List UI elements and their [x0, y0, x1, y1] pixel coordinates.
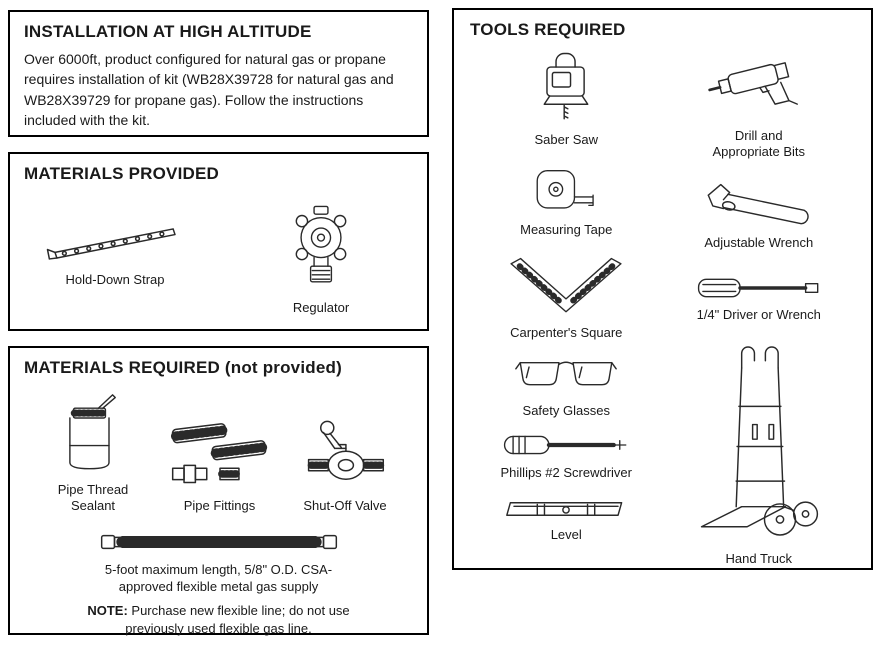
note-text: Purchase new flexible line; do not use previously used flexible gas line. [125, 602, 350, 636]
hold-down-strap-item [40, 220, 190, 316]
flexible-gas-line-icon [94, 531, 344, 553]
hand-truck-label: Hand Truck [725, 551, 792, 566]
flex-line-block [24, 531, 413, 638]
safety-glasses-item [514, 353, 618, 419]
shut-off-valve-item [303, 416, 387, 514]
measuring-tape-item [520, 166, 612, 238]
pipe-fittings-icon [167, 418, 273, 492]
high-altitude-body: Over 6000ft, product configured for natural gas or propane requires installation of kit (WB28X39728 for natural gas and WB28X39729 for propane gas). Follow the instructions included with the kit. [24, 51, 394, 128]
phillips-screwdriver-label: Phillips #2 Screwdriver [500, 465, 632, 480]
carpenters-square-icon [506, 253, 626, 319]
adjustable-wrench-label: Adjustable Wrench [704, 234, 814, 250]
quarter-inch-driver-label: 1/4" Driver or Wrench [696, 306, 821, 322]
drill-item [701, 48, 816, 161]
hold-down-strap-label: Hold-Down Strap [65, 272, 165, 287]
pipe-thread-sealant-item [50, 392, 136, 515]
high-altitude-panel [8, 10, 429, 137]
pipe-thread-sealant-label: Pipe Thread Sealant [57, 482, 129, 514]
phillips-screwdriver-icon [502, 431, 630, 459]
adjustable-wrench-icon [700, 181, 818, 229]
hold-down-strap-icon [40, 220, 190, 266]
saber-saw-icon [537, 48, 595, 126]
adjustable-wrench-item [700, 181, 818, 251]
safety-glasses-icon [514, 353, 618, 397]
high-altitude-title: INSTALLATION AT HIGH ALTITUDE [24, 22, 312, 41]
pipe-thread-sealant-icon [61, 392, 125, 476]
materials-required-row [24, 392, 413, 515]
carpenters-square-label: Carpenter's Square [510, 324, 623, 340]
regulator-item [282, 202, 360, 316]
flex-line-note [83, 602, 355, 638]
phillips-screwdriver-item [501, 431, 633, 481]
tools-columns [470, 48, 855, 567]
quarter-inch-driver-item [696, 275, 822, 323]
materials-provided-panel [8, 152, 429, 331]
materials-required-title: MATERIALS REQUIRED (not provided) [24, 358, 342, 377]
note-label: NOTE: [87, 602, 128, 618]
drill-label: Drill and Appropriate Bits [712, 128, 805, 160]
flex-line-caption-line2: approved flexible metal gas supply [118, 579, 319, 595]
hand-truck-icon [690, 337, 828, 545]
pipe-fittings-label: Pipe Fittings [183, 498, 256, 514]
hand-truck-item [690, 337, 828, 567]
materials-provided-title: MATERIALS PROVIDED [24, 164, 220, 183]
regulator-label: Regulator [292, 300, 350, 315]
flex-line-caption [105, 561, 332, 596]
tools-required-panel [452, 8, 873, 570]
regulator-icon [282, 202, 360, 294]
carpenters-square-item [506, 253, 626, 341]
saber-saw-label: Saber Saw [534, 132, 599, 147]
quarter-inch-driver-icon [696, 275, 822, 301]
measuring-tape-icon [533, 166, 599, 216]
flex-line-caption-line1: 5-foot maximum length, 5/8" O.D. CSA- [104, 561, 333, 577]
pipe-fittings-item [167, 418, 273, 514]
safety-glasses-label: Safety Glasses [522, 402, 610, 418]
level-label: Level [550, 527, 582, 543]
tools-required-title: TOOLS REQUIRED [470, 20, 626, 39]
saber-saw-item [534, 48, 598, 148]
level-item [505, 497, 627, 543]
measuring-tape-label: Measuring Tape [520, 222, 613, 238]
tools-left-column [470, 48, 663, 567]
shut-off-valve-icon [303, 416, 387, 492]
level-icon [505, 497, 627, 521]
materials-provided-row [24, 184, 413, 316]
shut-off-valve-label: Shut-Off Valve [303, 498, 387, 514]
materials-required-panel [8, 346, 429, 635]
tools-right-column [663, 48, 856, 567]
drill-icon [707, 48, 811, 122]
